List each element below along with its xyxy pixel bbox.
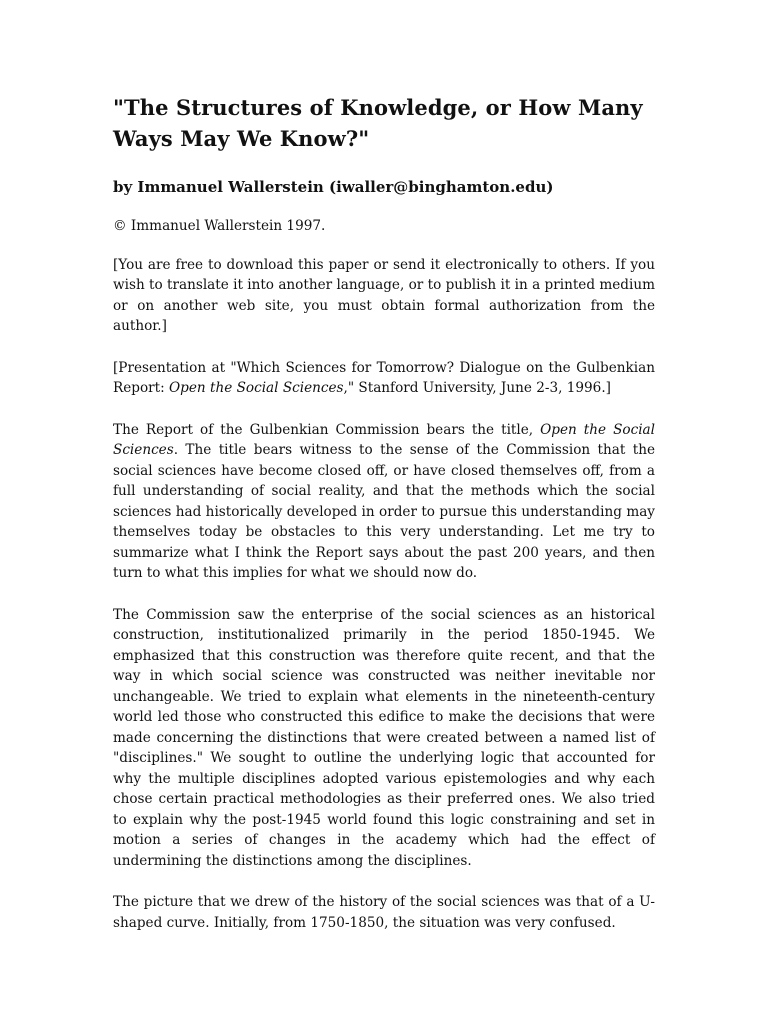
paragraph-1-italic-title: Open the Social Sciences (113, 421, 655, 458)
body-paragraph-1 (113, 420, 655, 584)
body-paragraph-2: The Commission saw the enterprise of the social sciences as an historical construction, institutionalized primarily in the period 1850-1945. We emphasized that this construction was therefore quite recent, and that the way in which social science was constructed was neither inevitable nor unchangeable. We tried to explain what elements in the nineteenth-century world led those who constructed this edifice to make the decisions that were made concerning the distinctions that were created between a named list of "disciplines." We sought to outline the underlying logic that accounted for why the multiple disciplines adopted various epistemologies and why each chose certain practical methodologies as their preferred ones. We also tried to explain why the post-1945 world found this logic constraining and set in motion a series of changes in the academy which had the effect of undermining the distinctions among the disciplines. (113, 606, 655, 869)
author-byline: by Immanuel Wallerstein (iwaller@binghamton.edu) (113, 178, 554, 196)
copyright-notice: © Immanuel Wallerstein 1997. (113, 218, 326, 234)
paragraph-1-text-after: . The title bears witness to the sense of the Commission that the social sciences have become closed off, or have closed themselves off, from a full understanding of social reality, and that the methods which the social sciences had historically developed in order to pursue this understanding may themselves today be obstacles to this very understanding. Let me try to summarize what I think the Report says about the past 200 years, and then turn to what this implies for what we should now do. (113, 442, 655, 581)
document-page (113, 92, 655, 933)
presentation-note (113, 358, 655, 399)
presentation-note-text-after: ," Stanford University, June 2-3, 1996.] (343, 380, 611, 396)
paragraph-1-text-before: The Report of the Gulbenkian Commission bears the title, (113, 421, 541, 438)
body-paragraph-3: The picture that we drew of the history of the social sciences was that of a U-shaped curve. Initially, from 1750-1850, the situation was very confused. (113, 894, 655, 931)
permission-note: [You are free to download this paper or send it electronically to others. If you wish to translate it into another language, or to publish it in a printed medium or on another web site, you must obtain formal authorization from the author.] (113, 256, 655, 334)
document-title: "The Structures of Knowledge, or How Many Ways May We Know?" (113, 95, 643, 151)
presentation-note-text-before: [Presentation at "Which Sciences for Tomorrow? Dialogue on the Gulbenkian Report: (113, 359, 655, 396)
presentation-note-italic-title: Open the Social Sciences (169, 380, 344, 396)
